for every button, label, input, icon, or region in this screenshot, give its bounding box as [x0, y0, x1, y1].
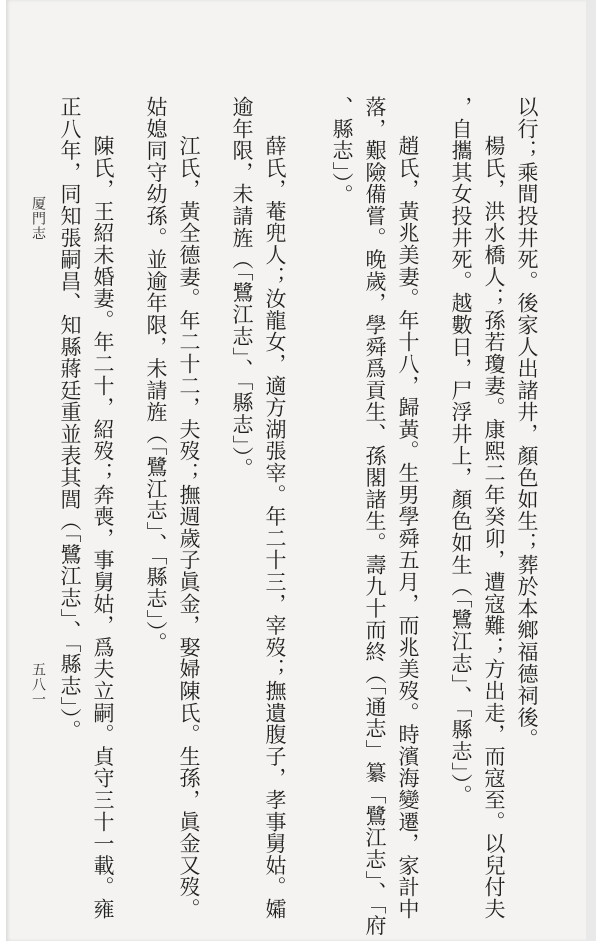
text-column: 薛氏，菴兜人；汝龍女，適方湖張宰。年二十三，宰歿；撫遺腹子，孝事舅姑。孀: [263, 135, 287, 920]
text-column: 江氏，黃全德妻。年二十二，夫歿；撫週歲子眞金，娶婦陳氏。生孫，眞金又歿。: [177, 135, 201, 920]
page-number: 五八一: [30, 662, 46, 707]
text-column: 、縣志」）。: [330, 96, 354, 206]
text-column: 陳氏，王紹未婚妻。年二十，紹歿；奔喪，事舅姑，爲夫立嗣。貞守三十一載。雍: [91, 135, 115, 920]
text-column: 楊氏，洪水橋人；孫若瓊妻。康熙二年癸卯，遭寇難；方出走，而寇至。以兒付夫: [482, 135, 506, 920]
text-column: 以行；乘間投井死。後家人出諸井，顏色如生；葬於本鄉福德祠後。: [515, 96, 539, 750]
text-column: 趙氏，黃兆美妻。年十八，歸黃。生男學舜五月，而兆美歿。時濱海變遷，家計中: [396, 135, 420, 920]
text-column: 正八年，同知張嗣昌、知縣蔣廷重並表其閭（「鷺江志」、「縣志」）。: [58, 96, 82, 742]
book-title: 厦門志: [30, 196, 46, 241]
text-column: 落，艱險備嘗。晚歲，學舜爲貢生、孫閣諸生。壽九十而終（「通志」纂「鷺江志」、「府: [363, 96, 387, 937]
text-column: ，自攜其女投井死。越數日，尸浮井上，顏色如生（「鷺江志」、「縣志」）。: [449, 96, 473, 807]
scanned-page: [6, 0, 596, 941]
viewer-edge: [586, 0, 596, 941]
text-column: 姑媳同守幼孫。並逾年限，未請旌（「鷺江志」、「縣志」）。: [144, 96, 168, 654]
text-column: 逾年限，未請旌（「鷺江志」、「縣志」）。: [230, 96, 254, 480]
